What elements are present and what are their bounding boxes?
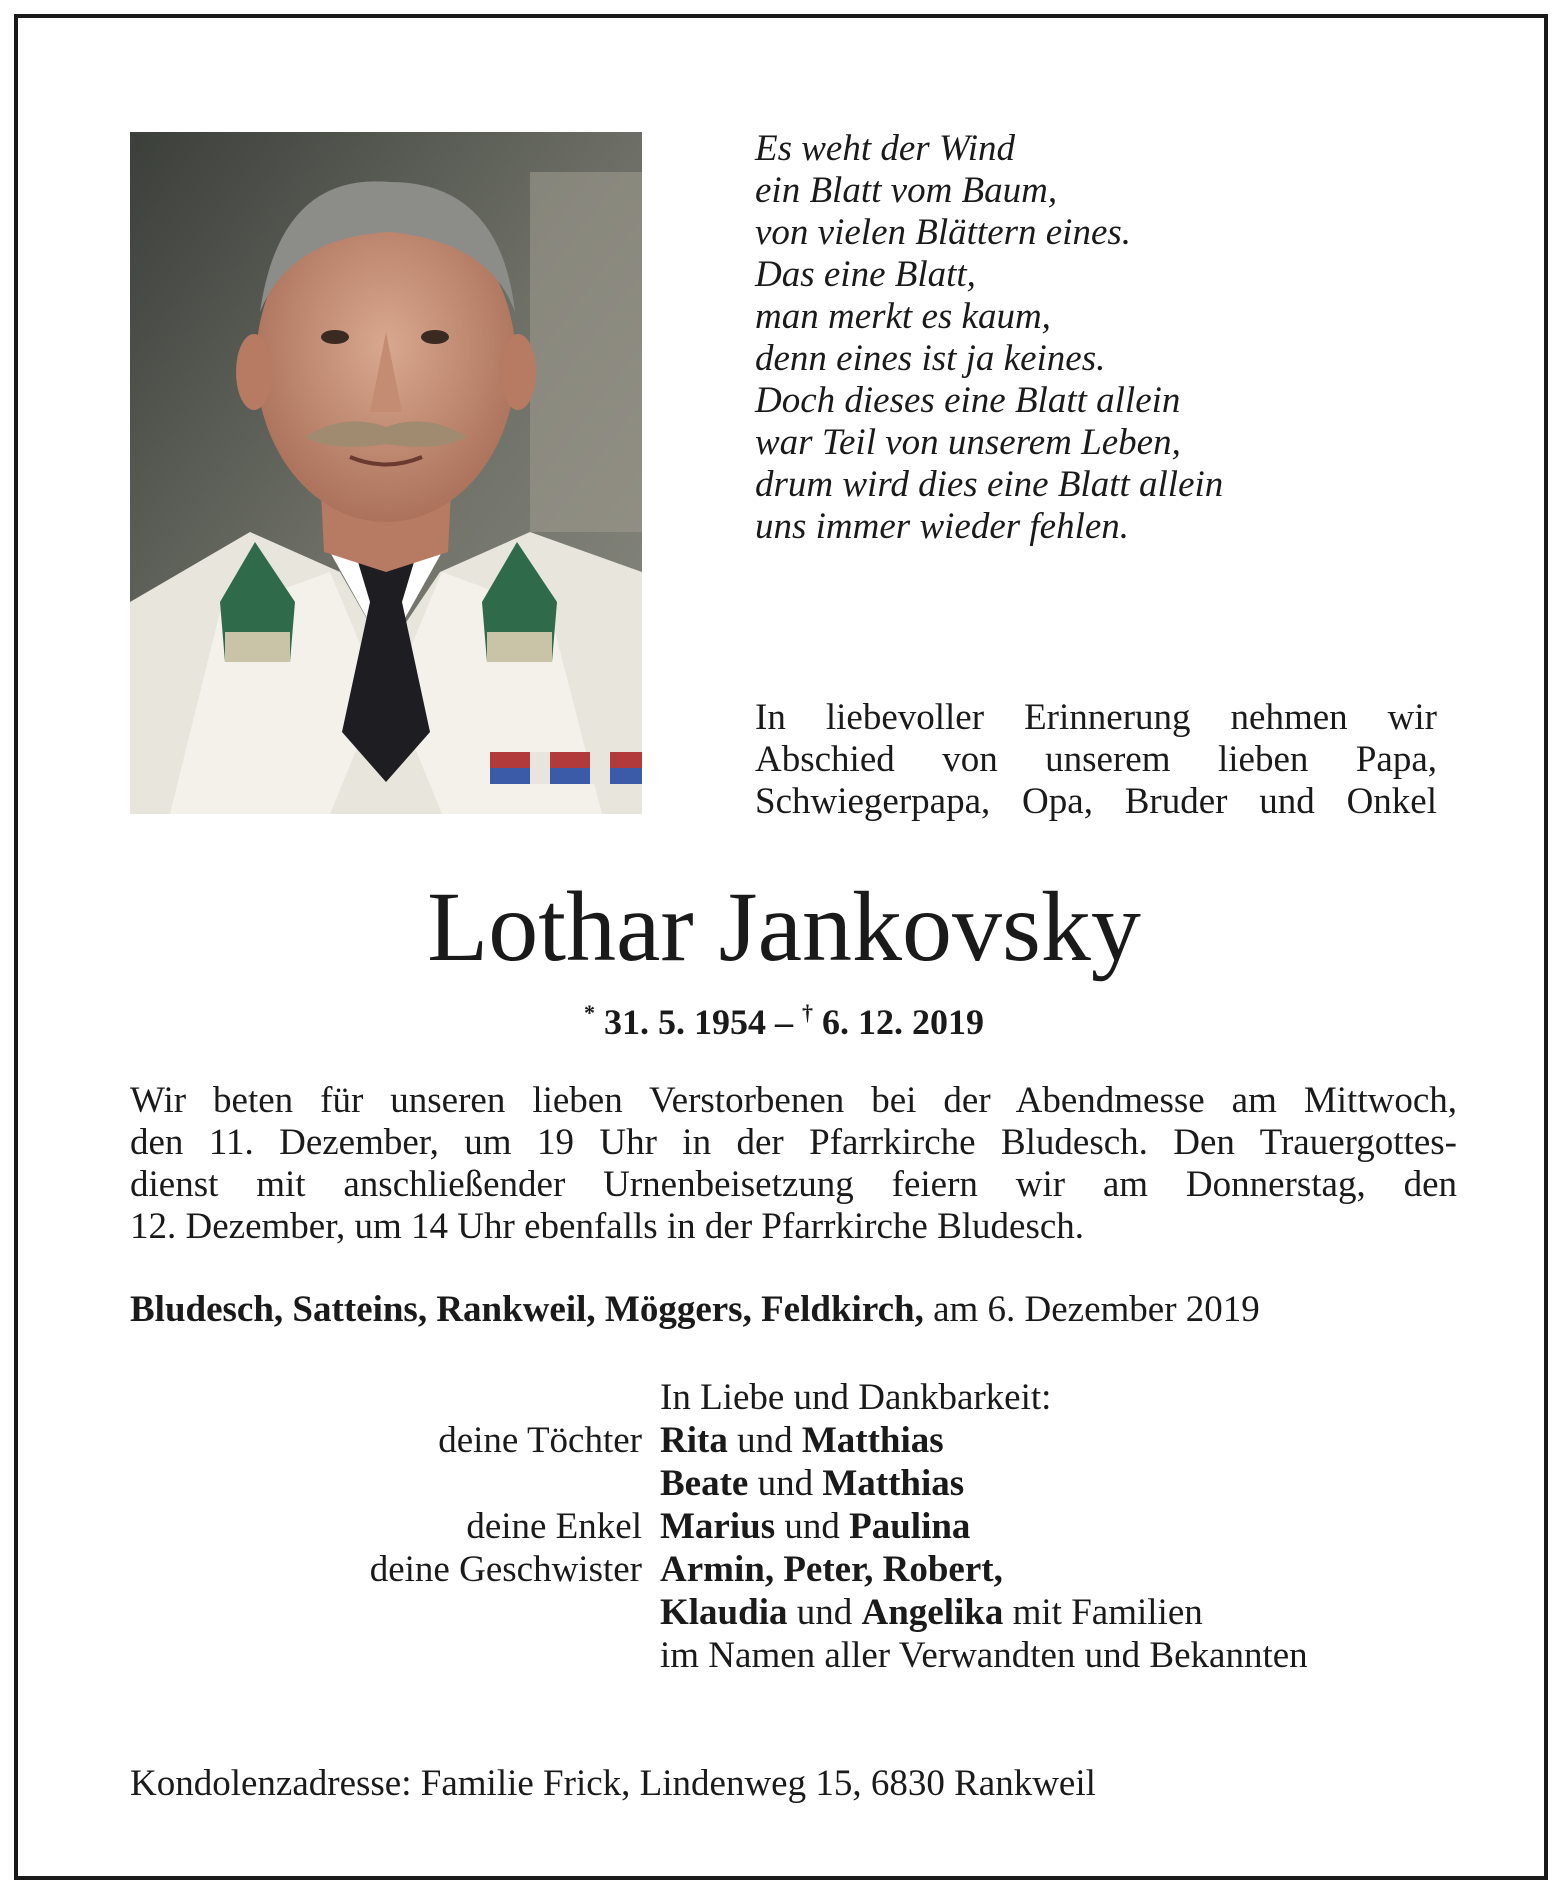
date-separator: – [766,1002,802,1042]
poem-line: von vielen Blättern eines. [755,212,1132,253]
family-relation: deine Töchter [438,1420,642,1461]
death-symbol: † [802,1000,813,1025]
family-name: Beate [660,1463,749,1504]
places-towns: Bludesch, Satteins, Rankweil, Möggers, Feldkirch, [130,1289,924,1330]
announcement [130,1080,1457,1248]
family-name: Armin, Peter, Robert, [660,1549,1003,1590]
places-date-text: am 6. Dezember 2019 [923,1289,1260,1330]
family-row [130,1419,1460,1462]
condolence-address: Kondolenzadresse: Familie Frick, Lindenweg 15, 6830 Rankweil [130,1763,1096,1804]
intro-line: Schwiegerpapa, Opa, Bruder und Onkel [755,781,1437,822]
family-heading-row [130,1376,1460,1419]
death-date: 6. 12. 2019 [822,1002,984,1042]
announcement-line: den 11. Dezember, um 19 Uhr in der Pfarrkirche Bludesch. Den Trauergottes- [130,1122,1457,1163]
family-heading: In Liebe und Dankbarkeit: [660,1377,1052,1418]
family-row [130,1548,1460,1591]
birth-symbol: * [584,1000,595,1025]
places-date [130,1288,1457,1331]
family-and: und [787,1592,862,1633]
family-list [130,1376,1460,1677]
family-name: Matthias [801,1420,944,1461]
family-suffix: mit Familien [1003,1592,1203,1633]
life-dates [0,1000,1568,1043]
poem [755,128,1223,548]
family-relation [130,1462,660,1505]
intro-text [755,697,1437,823]
family-and: und [775,1506,850,1547]
family-name: Rita [660,1420,728,1461]
announcement-line: Wir beten für unseren lieben Verstorbenen bei der Abendmesse am Mittwoch, [130,1080,1457,1121]
family-relation: deine Enkel [466,1506,642,1547]
family-row [130,1505,1460,1548]
poem-line: man merkt es kaum, [755,296,1051,337]
family-closing: im Namen aller Verwandten und Bekannten [660,1635,1308,1676]
poem-line: drum wird dies eine Blatt allein [755,464,1224,505]
family-name: Marius [660,1506,776,1547]
family-name: Paulina [849,1506,971,1547]
family-row [130,1591,1460,1634]
family-name: Klaudia [660,1592,788,1633]
announcement-line: 12. Dezember, um 14 Uhr ebenfalls in der Pfarrkirche Bludesch. [130,1206,1085,1247]
family-relation [130,1591,660,1634]
family-and: und [727,1420,802,1461]
family-row [130,1462,1460,1505]
family-name: Angelika [861,1592,1004,1633]
intro-line: Abschied von unserem lieben Papa, [755,739,1437,780]
poem-line: ein Blatt vom Baum, [755,170,1058,211]
poem-line: Doch dieses eine Blatt allein [755,380,1181,421]
family-name: Matthias [822,1463,965,1504]
family-and: und [748,1463,823,1504]
poem-line: uns immer wieder fehlen. [755,506,1130,547]
poem-line: war Teil von unserem Leben, [755,422,1181,463]
deceased-name: Lothar Jankovsky [427,871,1141,982]
poem-line: denn eines ist ja keines. [755,338,1106,379]
portrait-photo [130,132,642,814]
announcement-line: dienst mit anschließender Urnenbeisetzung feiern wir am Donnerstag, den [130,1164,1457,1205]
poem-line: Das eine Blatt, [755,254,976,295]
poem-line: Es weht der Wind [755,128,1016,169]
birth-date: 31. 5. 1954 [604,1002,766,1042]
intro-line: In liebevoller Erinnerung nehmen wir [755,697,1437,738]
family-relation: deine Geschwister [369,1549,642,1590]
family-closing-row [130,1634,1460,1677]
